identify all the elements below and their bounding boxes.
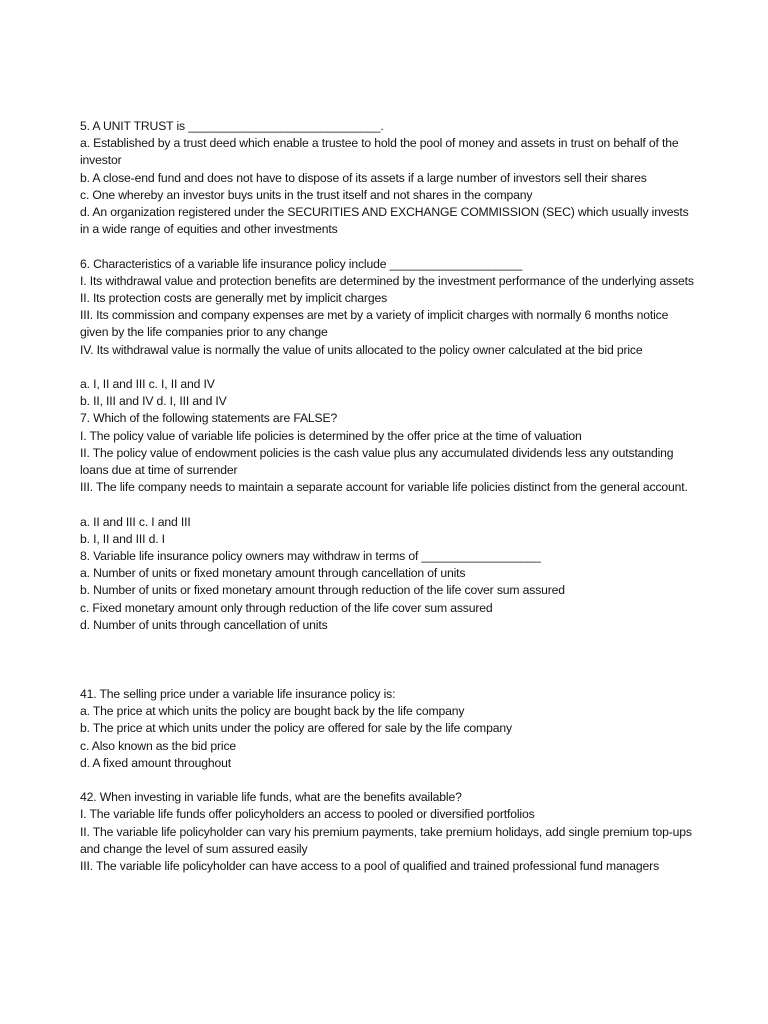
q6-answer-row-1: a. I, II and III c. I, II and IV <box>80 377 215 392</box>
q7-answer-row-2: b. I, II and III d. I <box>80 531 165 546</box>
q8-option-d: d. Number of units through cancellation of units <box>80 617 328 632</box>
q8-option-b: b. Number of units or fixed monetary amount through reduction of the life cover sum assured <box>80 583 565 598</box>
question-5: 5. A UNIT TRUST is _____________________________. <box>80 119 384 133</box>
q6-statement-3: III. Its commission and company expenses are met by a variety of implicit charges with normally 6 months notice given by the life companies prior to any change <box>80 308 669 340</box>
q42-statement-3: III. The variable life policyholder can have access to a pool of qualified and trained professional fund managers <box>80 859 660 874</box>
q41-option-c: c. Also known as the bid price <box>80 738 237 753</box>
document-page <box>80 118 695 875</box>
q6-statement-2: II. Its protection costs are generally met by implicit charges <box>80 291 388 306</box>
q5-option-a: a. Established by a trust deed which enable a trustee to hold the pool of money and assets in trust on behalf of the investor <box>80 136 679 168</box>
question-8: 8. Variable life insurance policy owners may withdraw in terms of __________________ <box>80 549 541 564</box>
q8-option-c: c. Fixed monetary amount only through reduction of the life cover sum assured <box>80 600 493 615</box>
spacer <box>80 359 695 376</box>
q7-statement-1: I. The policy value of variable life policies is determined by the offer price at the time of valuation <box>80 428 582 443</box>
q7-statement-3: III. The life company needs to maintain a separate account for variable life policies distinct from the general account. <box>80 480 688 495</box>
q42-statement-2: II. The variable life policyholder can vary his premium payments, take premium holidays, add single premium top-ups and change the level of sum assured easily <box>80 824 692 856</box>
spacer <box>80 772 695 789</box>
q6-answer-row-2: b. II, III and IV d. I, III and IV <box>80 394 227 409</box>
question-7: 7. Which of the following statements are FALSE? <box>80 411 338 426</box>
q42-statement-1: I. The variable life funds offer policyholders an access to pooled or diversified portfolios <box>80 807 535 822</box>
q7-answer-row-1: a. II and III c. I and III <box>80 514 191 529</box>
q41-option-a: a. The price at which units the policy are bought back by the life company <box>80 704 465 719</box>
question-42: 42. When investing in variable life funds, what are the benefits available? <box>80 790 462 805</box>
question-6: 6. Characteristics of a variable life insurance policy include ____________________ <box>80 256 523 271</box>
question-41: 41. The selling price under a variable life insurance policy is: <box>80 687 396 702</box>
q6-statement-4: IV. Its withdrawal value is normally the value of units allocated to the policy owner calculated at the bid price <box>80 342 643 357</box>
spacer <box>80 496 695 513</box>
q5-option-d: d. An organization registered under the SECURITIES AND EXCHANGE COMMISSION (SEC) which usually invests in a wide range of equities and other investments <box>80 205 689 237</box>
spacer <box>80 238 695 255</box>
q8-option-a: a. Number of units or fixed monetary amount through cancellation of units <box>80 566 466 581</box>
q7-statement-2: II. The policy value of endowment policies is the cash value plus any accumulated dividends less any outstanding loans due at time of surrender <box>80 445 674 478</box>
q41-option-d: d. A fixed amount throughout <box>80 755 231 770</box>
q5-option-b: b. A close-end fund and does not have to dispose of its assets if a large number of investors sell their shares <box>80 170 647 185</box>
q6-statement-1: I. Its withdrawal value and protection benefits are determined by the investment performance of the underlying assets <box>80 273 694 288</box>
q5-option-c: c. One whereby an investor buys units in the trust itself and not shares in the company <box>80 187 533 202</box>
spacer <box>80 634 695 686</box>
q41-option-b: b. The price at which units under the policy are offered for sale by the life company <box>80 721 512 736</box>
